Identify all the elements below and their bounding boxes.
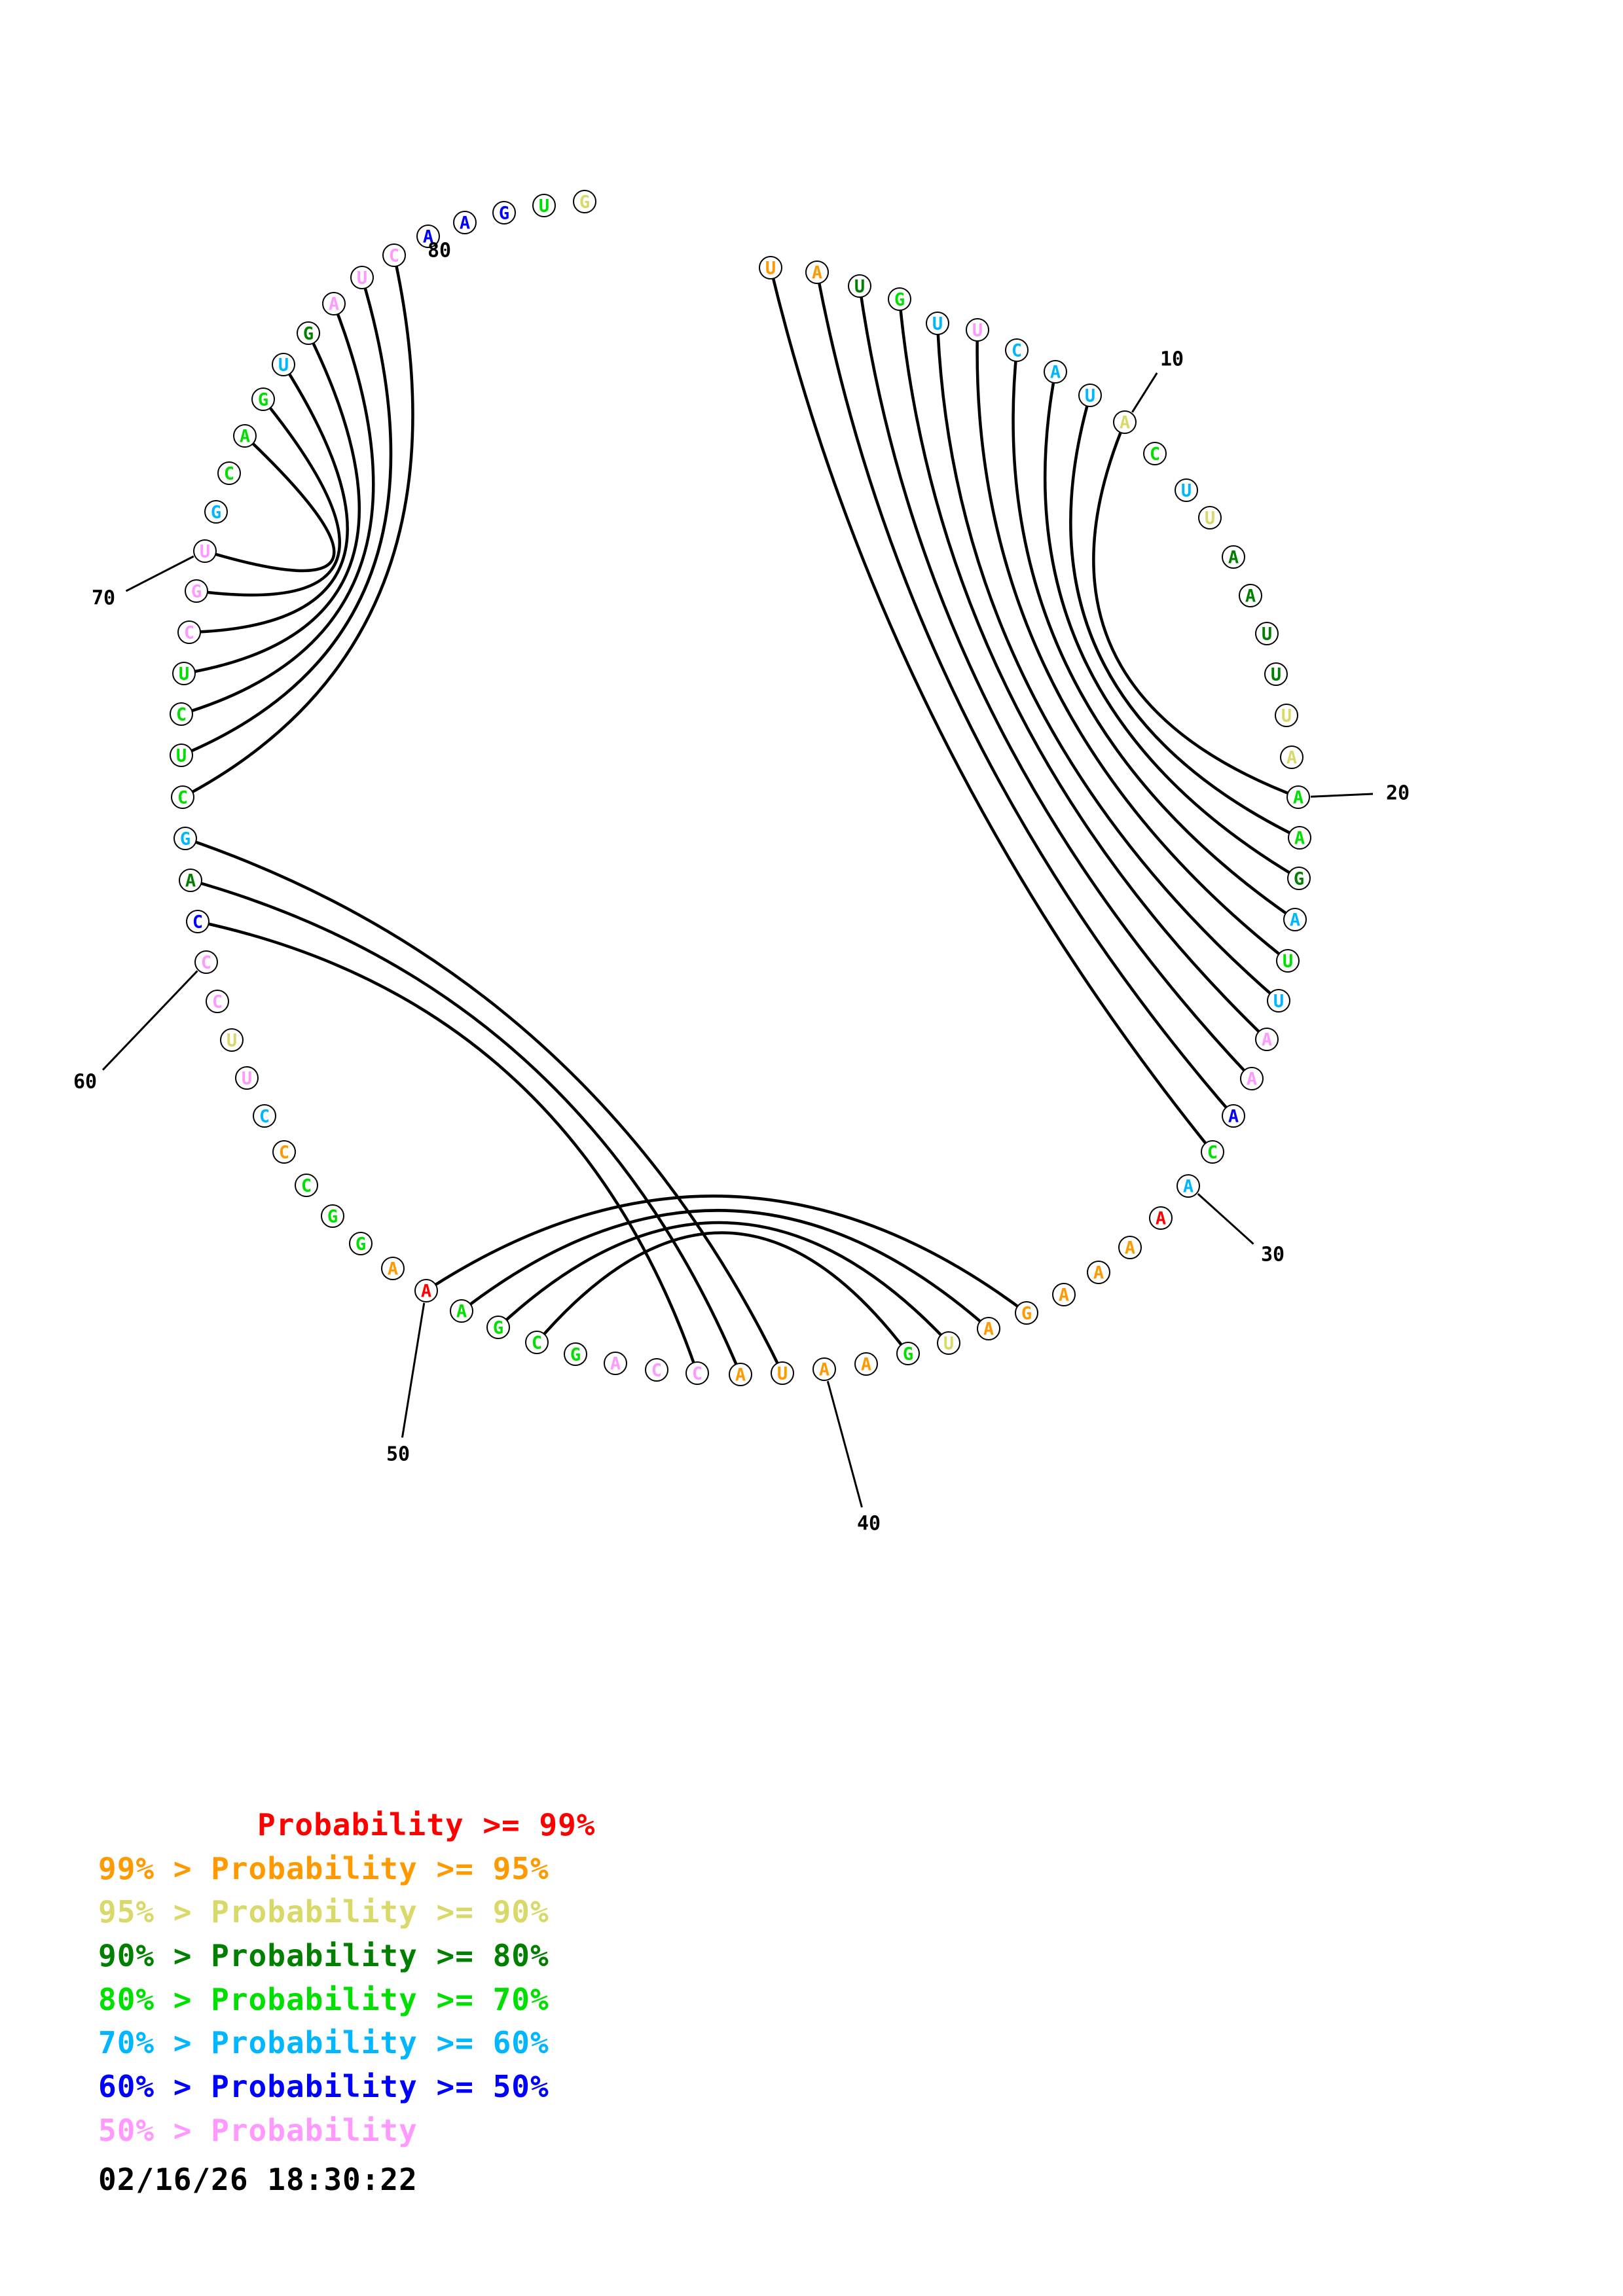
nucleotide-node xyxy=(382,1257,404,1280)
nucleotide-node xyxy=(297,322,319,344)
nucleotide-letter: A xyxy=(811,262,823,283)
nucleotide-node xyxy=(1222,546,1245,568)
position-leader-line xyxy=(126,556,193,591)
nucleotide-node xyxy=(1239,584,1262,607)
nucleotide-node xyxy=(1241,1067,1263,1090)
position-label: 20 xyxy=(1385,781,1410,805)
nucleotide-node xyxy=(1175,479,1197,501)
nucleotide-node xyxy=(174,827,196,850)
nucleotide-letter: U xyxy=(1261,624,1273,645)
nucleotide-node xyxy=(173,662,195,685)
nucleotide-node xyxy=(273,1141,295,1163)
nucleotide-nodes xyxy=(170,190,1311,1386)
nucleotide-letter: G xyxy=(570,1344,581,1365)
nucleotide-node xyxy=(323,293,345,315)
nucleotide-letter: U xyxy=(943,1333,955,1354)
nucleotide-letter: U xyxy=(972,320,983,341)
nucleotide-node xyxy=(179,869,202,891)
nucleotide-node xyxy=(1044,361,1067,383)
nucleotide-letter: U xyxy=(1270,664,1282,685)
nucleotide-node xyxy=(574,190,596,213)
nucleotide-letter: A xyxy=(1294,828,1305,849)
nucleotide-letter: C xyxy=(301,1175,312,1196)
nucleotide-node xyxy=(1284,908,1306,931)
nucleotide-node xyxy=(194,540,216,562)
base-pair-arc xyxy=(938,320,1282,1001)
nucleotide-letter: A xyxy=(1292,787,1304,808)
base-pair-arc xyxy=(426,1196,1027,1313)
nucleotide-node xyxy=(415,1280,437,1302)
nucleotide-letter: G xyxy=(498,203,510,224)
nucleotide-letter: G xyxy=(327,1206,338,1227)
nucleotide-node xyxy=(848,275,871,297)
legend-row: 80% > Probability >= 70% xyxy=(98,1981,549,2017)
nucleotide-node xyxy=(686,1362,708,1384)
nucleotide-letter: U xyxy=(1281,706,1292,726)
nucleotide-node xyxy=(1222,1105,1245,1127)
nucleotide-letter: C xyxy=(177,787,189,808)
nucleotide-letter: G xyxy=(210,502,222,523)
nucleotide-node xyxy=(1288,827,1311,849)
nucleotide-node xyxy=(1277,950,1299,972)
nucleotide-letter: A xyxy=(239,426,251,447)
nucleotide-node xyxy=(855,1353,877,1375)
legend-row: Probability >= 99% xyxy=(257,1807,596,1842)
nucleotide-letter: A xyxy=(1093,1263,1104,1283)
nucleotide-letter: A xyxy=(1058,1285,1070,1306)
nucleotide-letter: A xyxy=(610,1354,621,1374)
nucleotide-letter: U xyxy=(241,1068,253,1089)
position-leader-line xyxy=(1198,1194,1254,1244)
legend-row: 60% > Probability >= 50% xyxy=(98,2069,549,2105)
nucleotide-letter: A xyxy=(422,226,434,247)
nucleotide-node xyxy=(1119,1236,1141,1259)
nucleotide-node xyxy=(253,1105,276,1127)
nucleotide-letter: A xyxy=(1119,412,1131,433)
nucleotide-letter: A xyxy=(328,294,340,315)
nucleotide-node xyxy=(234,425,256,447)
nucleotide-node xyxy=(564,1343,587,1365)
nucleotide-node xyxy=(1150,1207,1172,1229)
nucleotide-node xyxy=(236,1067,258,1089)
nucleotide-node xyxy=(1053,1283,1075,1306)
nucleotide-letter: C xyxy=(183,622,195,643)
nucleotide-node xyxy=(1287,786,1309,808)
nucleotide-node xyxy=(187,910,209,933)
position-label: 60 xyxy=(73,1070,98,1094)
nucleotide-node xyxy=(205,501,227,523)
nucleotide-letter: C xyxy=(651,1360,663,1381)
nucleotide-node xyxy=(1288,867,1310,889)
position-leader-line xyxy=(103,971,197,1069)
nucleotide-letter: A xyxy=(1228,1106,1239,1127)
nucleotide-letter: A xyxy=(860,1354,872,1375)
nucleotide-node xyxy=(729,1363,752,1386)
nucleotide-letter: U xyxy=(175,745,187,766)
position-leader-line xyxy=(1132,373,1157,412)
nucleotide-node xyxy=(813,1358,835,1380)
nucleotide-node xyxy=(646,1359,668,1381)
legend-row: 70% > Probability >= 60% xyxy=(98,2025,549,2061)
nucleotide-node xyxy=(170,703,192,725)
nucleotide-node xyxy=(1281,746,1303,768)
nucleotide-node xyxy=(966,319,989,341)
nucleotide-letter: C xyxy=(531,1333,543,1354)
nucleotide-node xyxy=(295,1174,318,1196)
nucleotide-letter: A xyxy=(387,1259,399,1280)
timestamp: 02/16/26 18:30:22 xyxy=(98,2161,418,2197)
legend-row: 95% > Probability >= 90% xyxy=(98,1894,549,1930)
nucleotide-node xyxy=(1114,411,1136,433)
nucleotide-letter: A xyxy=(185,870,196,891)
nucleotide-node xyxy=(206,990,228,1013)
nucleotide-letter: C xyxy=(1207,1142,1218,1163)
nucleotide-node xyxy=(383,244,405,266)
nucleotide-node xyxy=(1087,1261,1110,1283)
nucleotide-node xyxy=(977,1318,1000,1340)
nucleotide-letter: C xyxy=(388,245,400,266)
nucleotide-letter: A xyxy=(1155,1208,1167,1229)
position-label: 30 xyxy=(1260,1243,1285,1266)
nucleotide-letter: U xyxy=(854,276,866,297)
nucleotide-letter: A xyxy=(1289,910,1301,931)
position-leader-lines xyxy=(103,237,1373,1507)
base-pair-arc xyxy=(1093,422,1298,797)
nucleotide-node xyxy=(1199,507,1221,529)
nucleotide-letter: A xyxy=(818,1359,830,1380)
position-leader-line xyxy=(828,1381,862,1507)
nucleotide-node xyxy=(759,257,782,279)
position-labels xyxy=(73,240,1410,1535)
nucleotide-letter: A xyxy=(456,1301,467,1322)
nucleotide-letter: A xyxy=(735,1365,746,1386)
nucleotide-node xyxy=(178,621,200,643)
nucleotide-letter: U xyxy=(1180,480,1192,501)
nucleotide-node xyxy=(1006,339,1028,361)
nucleotide-node xyxy=(252,388,274,410)
nucleotide-letter: C xyxy=(211,992,223,1013)
nucleotide-node xyxy=(1177,1175,1199,1197)
nucleotide-letter: U xyxy=(199,541,211,562)
nucleotide-letter: A xyxy=(1261,1030,1273,1050)
nucleotide-node xyxy=(218,462,240,484)
nucleotide-letter: U xyxy=(1204,508,1216,529)
nucleotide-letter: G xyxy=(579,192,591,213)
nucleotide-letter: U xyxy=(356,268,368,289)
nucleotide-letter: G xyxy=(191,581,202,602)
nucleotide-node xyxy=(1201,1141,1224,1163)
nucleotide-node xyxy=(1256,622,1278,645)
position-label: 50 xyxy=(386,1443,410,1466)
position-leader-line xyxy=(1311,794,1373,797)
nucleotide-node xyxy=(604,1352,627,1374)
nucleotide-node xyxy=(170,744,192,766)
base-pair-arc xyxy=(498,1223,949,1343)
nucleotide-letter: A xyxy=(459,213,471,234)
nucleotide-letter: C xyxy=(175,704,187,725)
nucleotide-letter: C xyxy=(691,1363,703,1384)
nucleotide-letter: A xyxy=(420,1281,432,1302)
nucleotide-node xyxy=(771,1362,793,1384)
nucleotide-node xyxy=(926,312,949,334)
base-pair-arc xyxy=(205,436,334,571)
position-label: 70 xyxy=(91,586,116,610)
nucleotide-letter: G xyxy=(894,289,905,310)
nucleotide-letter: A xyxy=(1124,1238,1136,1259)
probability-legend xyxy=(98,1803,884,2197)
nucleotide-letter: G xyxy=(302,323,314,344)
nucleotide-node xyxy=(1265,663,1287,685)
nucleotide-letter: G xyxy=(1293,869,1305,889)
nucleotide-node xyxy=(1015,1302,1038,1324)
nucleotide-letter: A xyxy=(1228,547,1239,568)
nucleotide-node xyxy=(221,1029,243,1051)
nucleotide-letter: G xyxy=(179,829,191,850)
nucleotide-letter: U xyxy=(776,1363,788,1384)
base-pair-arc xyxy=(900,299,1267,1039)
nucleotide-letter: C xyxy=(259,1106,270,1127)
nucleotide-letter: G xyxy=(492,1318,504,1338)
nucleotide-letter: U xyxy=(932,314,943,334)
nucleotide-node xyxy=(806,261,828,283)
position-leader-line xyxy=(402,1303,424,1438)
nucleotide-letter: C xyxy=(1011,340,1023,361)
nucleotide-node xyxy=(172,786,194,808)
nucleotide-node xyxy=(938,1332,960,1354)
nucleotide-node xyxy=(533,194,555,217)
nucleotide-node xyxy=(351,266,373,289)
nucleotide-letter: U xyxy=(1273,991,1285,1012)
base-pair-arc xyxy=(198,922,697,1373)
nucleotide-node xyxy=(450,1300,473,1322)
position-label: 10 xyxy=(1159,348,1184,371)
nucleotide-node xyxy=(321,1205,344,1227)
nucleotide-node xyxy=(195,951,217,973)
nucleotide-letter: G xyxy=(1021,1303,1032,1324)
nucleotide-node xyxy=(185,580,208,602)
nucleotide-letter: U xyxy=(765,258,776,279)
nucleotide-letter: A xyxy=(1245,586,1256,607)
nucleotide-letter: U xyxy=(226,1030,238,1051)
legend-row: 50% > Probability xyxy=(98,2112,418,2148)
nucleotide-letter: U xyxy=(1282,951,1294,972)
nucleotide-letter: U xyxy=(1084,386,1096,406)
legend-row: 99% > Probability >= 95% xyxy=(98,1850,549,1886)
nucleotide-node xyxy=(454,211,476,234)
legend-row: 90% > Probability >= 80% xyxy=(98,1938,549,1974)
nucleotide-letter: G xyxy=(257,389,269,410)
nucleotide-letter: A xyxy=(1286,747,1298,768)
nucleotide-node xyxy=(1267,990,1290,1012)
nucleotide-node xyxy=(272,353,295,376)
nucleotide-node xyxy=(1275,704,1298,726)
nucleotide-letter: A xyxy=(1049,362,1061,383)
nucleotide-letter: A xyxy=(1246,1069,1258,1090)
nucleotide-node xyxy=(493,202,515,224)
nucleotide-letter: A xyxy=(1182,1176,1194,1197)
nucleotide-letter: G xyxy=(355,1234,367,1255)
nucleotide-letter: C xyxy=(200,952,212,973)
nucleotide-letter: G xyxy=(902,1344,914,1365)
nucleotide-node xyxy=(1079,384,1101,406)
nucleotide-letter: C xyxy=(192,912,204,933)
nucleotide-node xyxy=(350,1232,372,1255)
nucleotide-node xyxy=(526,1331,548,1354)
nucleotide-letter: U xyxy=(178,664,190,685)
nucleotide-node xyxy=(1144,442,1166,465)
nucleotide-letter: C xyxy=(1149,444,1161,465)
nucleotide-letter: C xyxy=(223,463,235,484)
base-pair-arc xyxy=(860,286,1252,1079)
nucleotide-letter: C xyxy=(278,1142,290,1163)
nucleotide-node xyxy=(888,288,911,310)
nucleotide-letter: A xyxy=(983,1319,994,1340)
position-label: 80 xyxy=(427,239,452,262)
position-label: 40 xyxy=(856,1512,881,1535)
nucleotide-letter: U xyxy=(538,196,550,217)
nucleotide-node xyxy=(487,1316,509,1338)
nucleotide-node xyxy=(897,1342,919,1365)
nucleotide-letter: U xyxy=(278,355,289,376)
nucleotide-node xyxy=(1256,1028,1278,1050)
